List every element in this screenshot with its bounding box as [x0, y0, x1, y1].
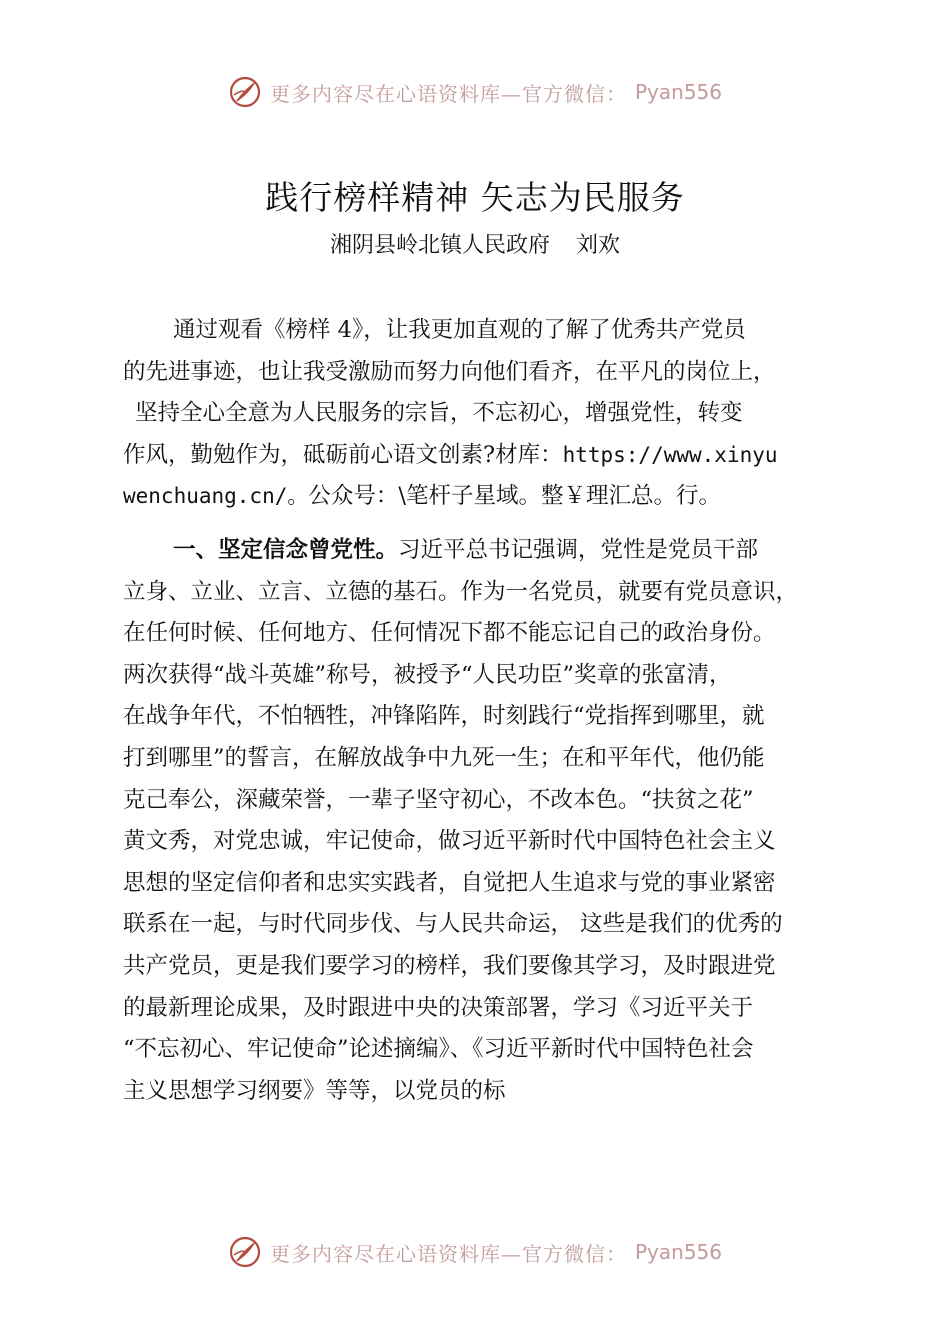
document-title: 践行榜样精神 矢志为民服务	[265, 178, 685, 217]
paragraph-line: 联系在一起，与时代同步伐、与人民共命运， 这些是我们的优秀的	[123, 911, 783, 938]
paragraph-section-one	[123, 530, 843, 1112]
paragraph-line: 主义思想学习纲要》等等，以党员的标	[123, 1077, 506, 1104]
paragraph-line: “不忘初心、牢记使命”论述摘编》、《习近平新时代中国特色社会	[123, 1036, 754, 1063]
document-subtitle	[0, 228, 950, 259]
paragraph-line: 坚持全心全意为人民服务的宗旨，不忘初心，增强党性，转变	[135, 400, 743, 427]
paragraph-line-text: 作风，勤勉作为，砥砺前心语文创素?材库：	[123, 441, 563, 468]
paragraph-url-tail: wenchuang.cn/。	[123, 484, 309, 509]
footer-banner	[0, 1232, 950, 1272]
paragraph-line: 克己奉公，深藏荣誉，一辈子坚守初心，不改本色。“扶贫之花”	[123, 786, 754, 813]
banner-text: 更多内容尽在心语资料库—官方微信：	[269, 81, 627, 106]
section-heading: 一、坚定信念曾党性。	[173, 537, 399, 563]
paragraph-line	[123, 530, 843, 572]
quill-logo-icon	[228, 75, 262, 109]
header-banner	[0, 72, 950, 112]
paragraph-line-text: 公众号：\笔杆子星域。整￥理汇总。行。	[308, 483, 721, 510]
paragraph-line: 在战争年代，不怕牺牲，冲锋陷阵，时刻践行“党指挥到哪里，就	[123, 703, 765, 730]
paragraph-line: 两次获得“战斗英雄”称号，被授予“人民功臣”奖章的张富清，	[123, 661, 732, 688]
subtitle-organization: 湘阴县岭北镇人民政府	[329, 233, 550, 258]
paragraph-line: 的先进事迹，也让我受激励而努力向他们看齐，在平凡的岗位上，	[123, 358, 776, 385]
quill-logo-icon	[228, 1235, 262, 1269]
subtitle-author: 刘欢	[576, 233, 621, 258]
banner-wechat-handle: Pyan556	[634, 1240, 722, 1264]
banner-wechat-handle: Pyan556	[634, 80, 722, 104]
paragraph-line	[123, 435, 843, 477]
paragraph-line	[123, 476, 843, 518]
paragraph-line: 共产党员，更是我们要学习的榜样，我们要像其学习，及时跟进党	[123, 952, 776, 979]
banner-text: 更多内容尽在心语资料库—官方微信：	[269, 1241, 627, 1266]
paragraph-intro	[123, 310, 843, 518]
paragraph-line: 思想的坚定信仰者和忠实实践者，自觉把人生追求与党的事业紧密	[123, 869, 776, 896]
paragraph-line: 打到哪里”的誓言，在解放战争中九死一生；在和平年代，他仍能	[123, 744, 765, 771]
paragraph-line: 的最新理论成果，及时跟进中央的决策部署，学习《习近平关于	[123, 994, 754, 1021]
paragraph-url: https://www.xinyu	[562, 442, 778, 467]
paragraph-line: 通过观看《榜样 4》，让我更加直观的了解了优秀共产党员	[173, 317, 746, 343]
paragraph-line: 在任何时候、任何地方、任何情况下都不能忘记自己的政治身份。	[123, 620, 776, 647]
paragraph-line: 黄文秀，对党忠诚，牢记使命，做习近平新时代中国特色社会主义	[123, 828, 776, 855]
paragraph-line-text: 习近平总书记强调，党性是党员干部	[398, 537, 759, 563]
paragraph-line: 立身、立业、立言、立德的基石。作为一名党员，就要有党员意识，	[123, 578, 799, 605]
